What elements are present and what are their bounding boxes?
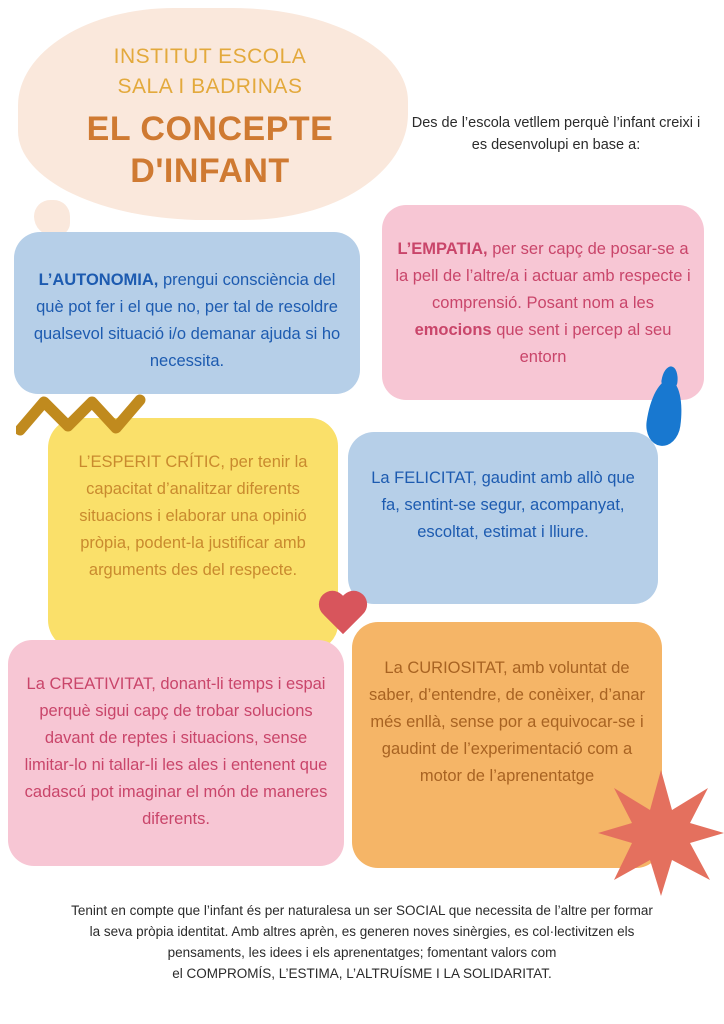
card-creativitat-text	[18, 671, 334, 833]
heart-icon	[316, 586, 370, 640]
card-empatia-body-2: que sent i percep al seu entorn	[491, 320, 672, 366]
card-creativitat-body: donant-li temps i espai perquè sigui capç de trobar solucions davant de reptes i situacions, sense limitar-lo ni tallar-li les ales i entenent que cadascú pot imaginar el món de maneres diferents.	[24, 674, 328, 828]
card-felicitat-keyword: La FELICITAT,	[371, 468, 477, 487]
page-title	[20, 108, 400, 192]
card-esperit-critic-text	[62, 449, 324, 584]
star-burst-icon	[598, 770, 724, 896]
school-name	[20, 42, 400, 102]
card-esperit-critic	[48, 418, 338, 650]
footer-line-4: el COMPROMÍS, L’ESTIMA, L’ALTRUÍSME I LA SOLIDARITAT.	[172, 966, 552, 981]
card-empatia-keyword-2: emocions	[414, 320, 492, 339]
card-curiositat-keyword: La CURIOSITAT,	[384, 658, 508, 677]
card-empatia-body-1: per ser capç de posar-se a la pell de l’altre/a i actuar amb respecte i comprensió. Posant nom a les	[395, 239, 691, 312]
card-felicitat	[348, 432, 658, 604]
card-creativitat	[8, 640, 344, 866]
footer-text	[20, 900, 704, 984]
footer-line-3: pensaments, les idees i els aprenentatges; fomentant valors com	[167, 945, 557, 960]
card-autonomia-text	[30, 267, 344, 375]
card-autonomia	[14, 232, 360, 394]
zigzag-icon	[16, 394, 156, 436]
card-esperit-critic-keyword: L’ESPERIT CRÍTIC,	[78, 452, 225, 471]
card-esperit-critic-body: per tenir la capacitat d’analitzar diferents situacions i elaborar una opinió pròpia, podent-la justificar amb arguments des del respecte.	[79, 452, 308, 579]
card-curiositat-body: amb voluntat de saber, d’entendre, de conèixer, d’anar més enllà, sense por a equivocar-se i gaudint de l’experimentació com a motor de l’aprenentatge	[368, 658, 646, 785]
card-empatia-keyword: L’EMPATIA,	[397, 239, 488, 258]
card-felicitat-text	[362, 465, 644, 546]
card-autonomia-keyword: L’AUTONOMIA,	[38, 270, 159, 289]
footer-line-1: Tenint en compte que l’infant és per naturalesa un ser SOCIAL que necessita de l’altre per formar	[71, 903, 653, 918]
intro-text: Des de l’escola vetllem perquè l’infant creixi i es desenvolupi en base a:	[411, 115, 701, 153]
card-autonomia-body: prengui consciència del què pot fer i el que no, per tal de resoldre qualsevol situació i/o demanar ajuda si ho necessita.	[33, 270, 341, 370]
card-empatia	[382, 205, 704, 400]
school-name-line1: INSTITUT ESCOLA	[113, 45, 307, 68]
page-title-line2: D'INFANT	[130, 152, 290, 190]
card-empatia-text	[394, 236, 692, 371]
footer-line-2: la seva pròpia identitat. Amb altres aprèn, es generen noves sinèrgies, es col·lectivitzen els	[89, 924, 635, 939]
card-felicitat-body: gaudint amb allò que fa, sentint-se segur, acompanyat, escoltat, estimat i lliure.	[381, 468, 635, 541]
school-name-line2: SALA I BADRINAS	[117, 75, 303, 98]
card-creativitat-keyword: La CREATIVITAT,	[26, 674, 156, 693]
page-title-line1: EL CONCEPTE	[86, 110, 334, 148]
